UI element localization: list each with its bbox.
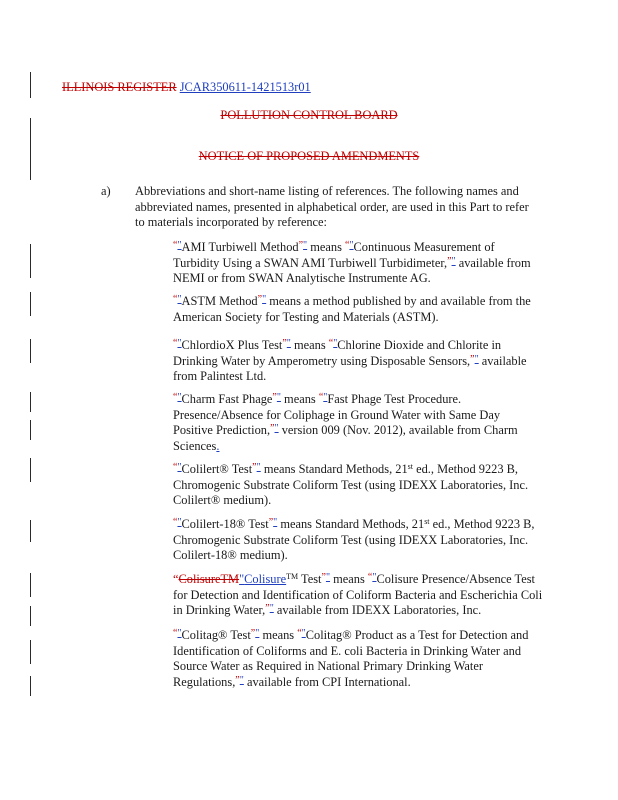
definition-item: “ColisureTM"Colisure™ Test”" means “"Colisure Presence/Absence Test for Detection and Identification of Coliform Bacteria and Escherichia Coli in Drinking Water,”" available from IDEXX Laboratories, Inc. [173, 572, 543, 618]
change-bar [30, 244, 31, 278]
definition-term: AMI Turbiwell Method [181, 240, 299, 254]
change-bar [30, 339, 31, 363]
register-deleted: ILLINOIS REGISTER [62, 80, 177, 94]
change-bar [30, 606, 31, 626]
change-bar [30, 640, 31, 664]
definition-term: Colilert® Test [181, 462, 253, 476]
definition-term: Colilert-18® Test [181, 517, 269, 531]
change-bar [30, 420, 31, 440]
term-inserted: Colisure [244, 572, 287, 586]
term-deleted: ColisureTM [178, 572, 240, 586]
register-inserted: JCAR350611-1421513r01 [179, 80, 311, 94]
section-intro: Abbreviations and short-name listing of references. The following names and abbreviated names, presented in alphabetical order, are used in this Part to refer to materials incorporated by reference: [135, 184, 529, 230]
change-bar [30, 292, 31, 316]
definition-item: “"Colilert® Test”" means Standard Methods, 21st ed., Method 9223 B, Chromogenic Substrate Coliform Test (using IDEXX Laboratories, Inc. Colilert® medium). [173, 462, 529, 508]
definition-item: “"AMI Turbiwell Method”" means “"Continuous Measurement of Turbidity Using a SWAN AMI Turbiwell Turbidimeter,”" available from NEMI or from SWAN Analytische Instrumente AG. [173, 240, 531, 286]
definition-term: Charm Fast Phage [181, 392, 273, 406]
change-bar [30, 392, 31, 412]
change-bar [30, 72, 31, 98]
notice-title: NOTICE OF PROPOSED AMENDMENTS [198, 149, 420, 163]
change-bar [30, 458, 31, 482]
definition-item: “"Colitag® Test”" means “"Colitag® Product as a Test for Detection and Identification of Coliforms and E. coli Bacteria in Drinking Water and Source Water as Required in National Primary Drinking Water Regulations,”" available from CPI International. [173, 628, 529, 689]
definition-item: “"ChlordioX Plus Test”" means “"Chlorine Dioxide and Chlorite in Drinking Water by Amperometry using Disposable Sensors,”" available from Palintest Ltd. [173, 338, 527, 384]
definition-term: Colitag® Test [181, 628, 251, 642]
change-bar [30, 573, 31, 597]
definition-item: “"Colilert-18® Test”" means Standard Methods, 21st ed., Method 9223 B, Chromogenic Substrate Coliform Test (using IDEXX Laboratories, Inc. Colilert-18® medium). [173, 517, 535, 563]
change-bar [30, 520, 31, 542]
change-bar [30, 676, 31, 696]
definition-term: ChlordioX Plus Test [181, 338, 283, 352]
definition-item: “"Charm Fast Phage”" means “"Fast Phage Test Procedure. Presence/Absence for Coliphage in Ground Water with Same Day Positive Prediction,”" version 009 (Nov. 2012), available from Charm Sciences. [173, 392, 518, 453]
section-label: a) [101, 184, 111, 198]
board-title: POLLUTION CONTROL BOARD [220, 108, 398, 122]
definition-term: ASTM Method [181, 294, 258, 308]
definition-item: “"ASTM Method”" means a method published by and available from the American Society for Testing and Materials (ASTM). [173, 294, 531, 324]
register-header [62, 80, 311, 96]
